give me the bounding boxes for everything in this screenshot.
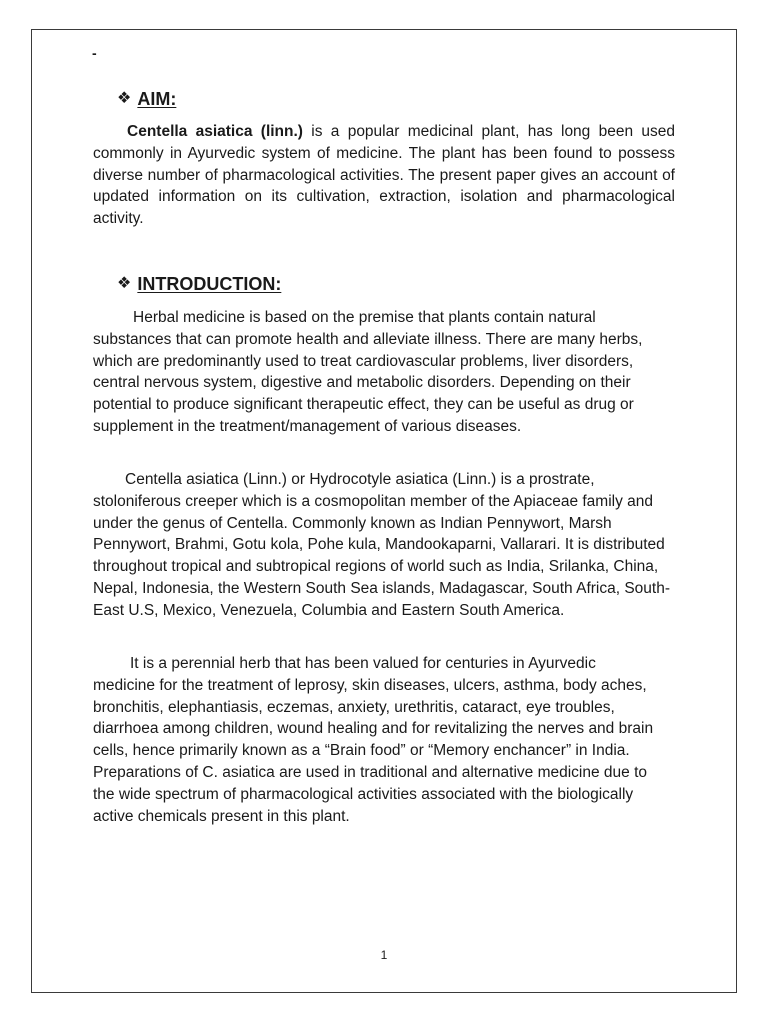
introduction-paragraph: It is a perennial herb that has been valued for centuries in Ayurvedic medicine for the treatment of leprosy, skin diseases, ulcers, asthma, body aches, bronchitis, elephantiasis, eczemas, anxiety, urethritis, cataract, eye troubles, diarrhoea among children, wound healing and for revitalizing the nerves and brain cells, hence primarily known as a “Brain food” or “Memory enchancer” in India. Preparations of C. asiatica are used in traditional and alternative medicine due to the wide spectrum of pharmacological activities associated with the biologically active chemicals present in this plant. (93, 655, 654, 825)
aim-paragraph-text: is a popular medicinal plant, has long been used commonly in Ayurvedic system of medicine. The plant has been found to possess diverse number of pharmacological activities. The present paper gives an account of updated information on its cultivation, extraction, isolation and pharmacological activity. (93, 123, 676, 228)
aim-paragraph (93, 121, 675, 230)
introduction-paragraph: Herbal medicine is based on the premise that plants contain natural substances that can promote health and alleviate illness. There are many herbs, which are predominantly used to treat cardiovascular problems, liver disorders, central nervous system, digestive and metabolic disorders. Depending on their potential to produce significant therapeutic effect, they can be useful as drug or supplement in the treatment/management of various diseases. (93, 309, 643, 435)
page-number: 1 (380, 948, 388, 962)
top-mark: - (92, 45, 97, 61)
aim-heading (117, 88, 176, 110)
introduction-heading-label: INTRODUCTION: (137, 274, 282, 294)
plant-name-bold: Centella asiatica (linn.) (127, 123, 303, 140)
aim-heading-label: AIM: (137, 89, 177, 109)
diamond-bullet-icon: ❖ (117, 275, 132, 292)
introduction-heading (117, 273, 281, 295)
diamond-bullet-icon: ❖ (117, 90, 132, 107)
introduction-paragraph: Centella asiatica (Linn.) or Hydrocotyle asiatica (Linn.) is a prostrate, stoloniferous creeper which is a cosmopolitan member of the Apiaceae family and under the genus of Centella. Commonly known as Indian Pennywort, Marsh Pennywort, Brahmi, Gotu kola, Pohe kula, Mandookaparni, Vallarari. It is distributed throughout tropical and subtropical regions of world such as India, Srilanka, China, Nepal, Indonesia, the Western South Sea islands, Madagascar, South Africa, South-East U.S, Mexico, Venezuela, Columbia and Eastern South America. (93, 471, 671, 619)
